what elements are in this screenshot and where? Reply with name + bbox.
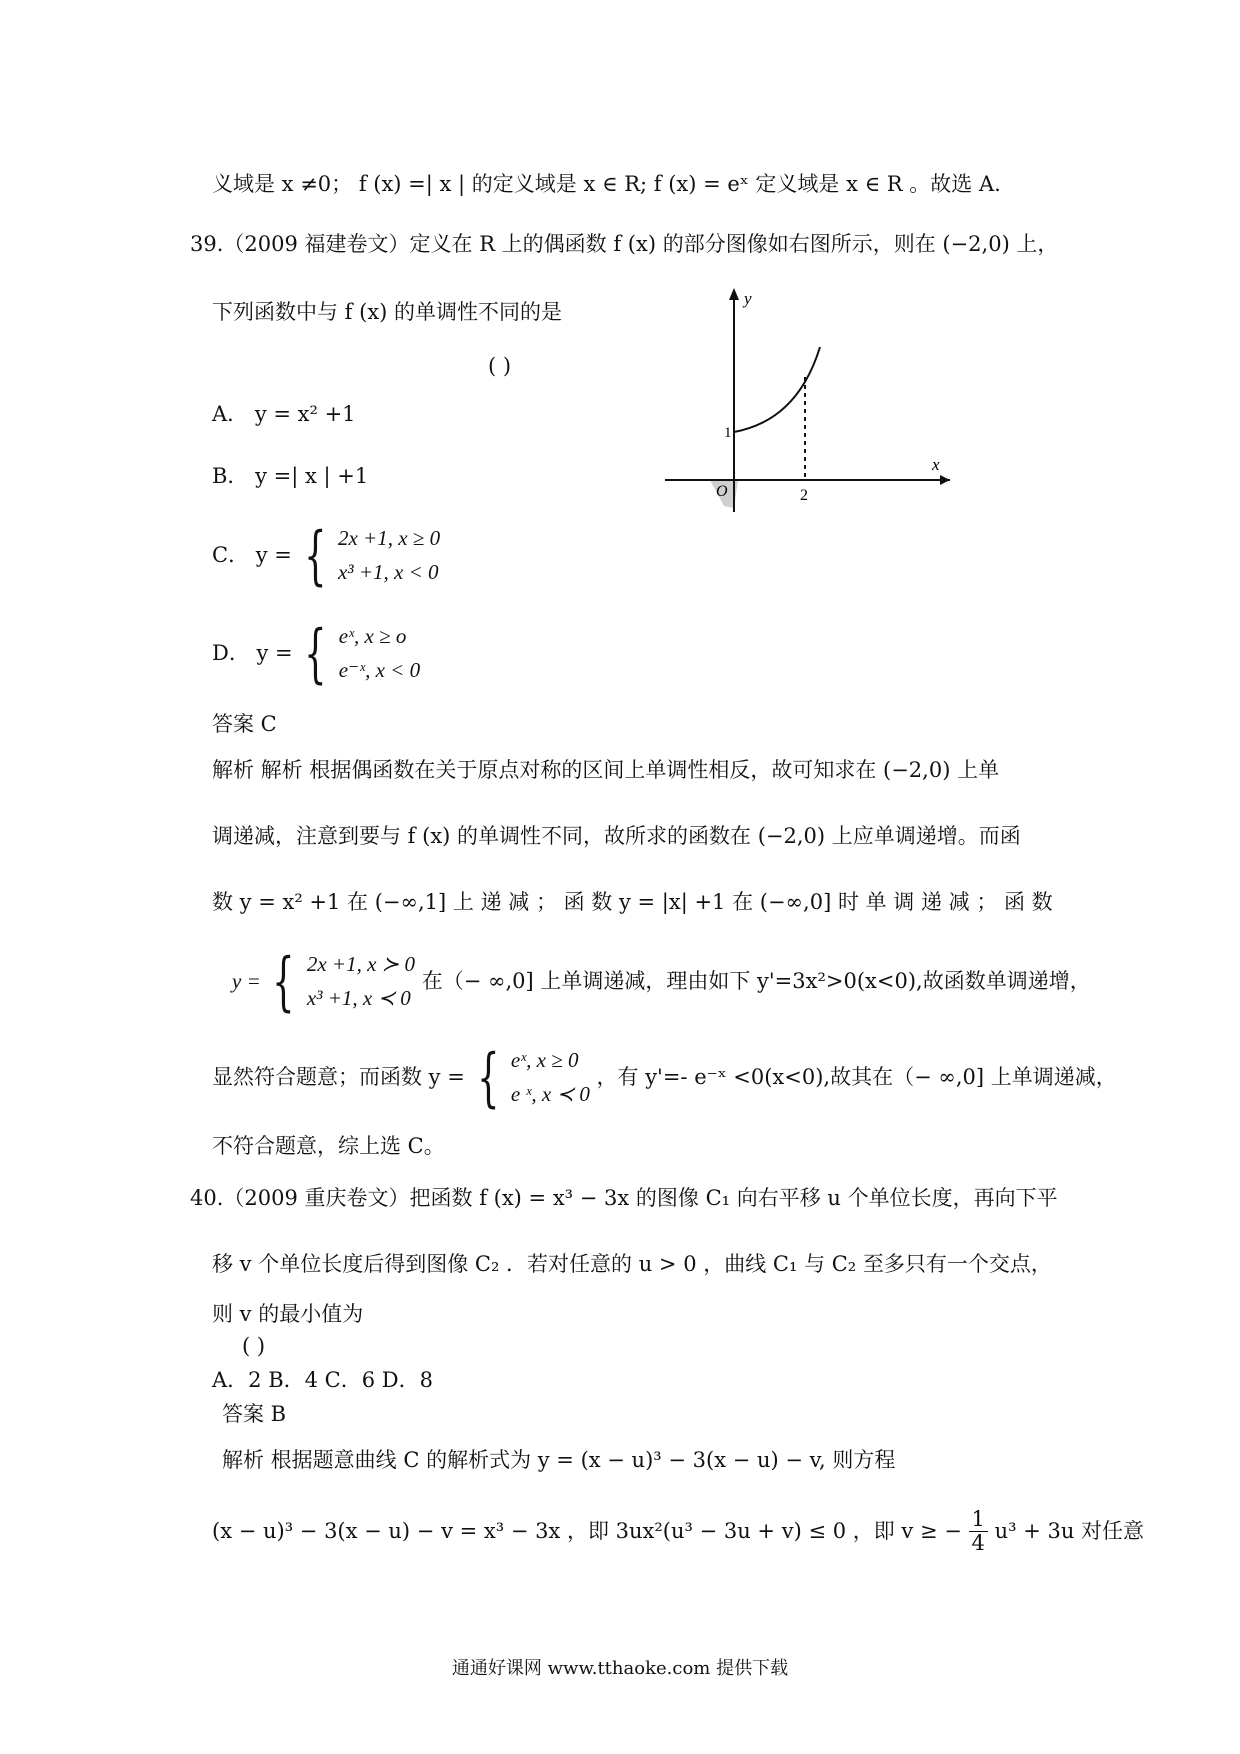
explanation-39-line-1: 解析 解析 根据偶函数在关于原点对称的区间上单调性相反，故可知求在 (−2,0) 上单 xyxy=(212,758,1000,782)
option-c-label: C． y = xyxy=(212,543,292,567)
function-curve xyxy=(734,347,820,432)
option-d-case-2: e⁻ˣ, x < 0 xyxy=(338,657,421,682)
explanation-39-line-5-brace: { xyxy=(476,1040,500,1115)
question-39-answer-paren: ( ) xyxy=(488,354,512,378)
question-39-line-2: 下列函数中与 f (x) 的单调性不同的是 xyxy=(212,300,563,324)
answer-39: 答案 C xyxy=(212,712,277,736)
option-b: B． y =| x | +1 xyxy=(212,464,369,488)
question-39-line-1: 39.（2009 福建卷文）定义在 R 上的偶函数 f (x) 的部分图像如右图所示，则在 (−2,0) 上， xyxy=(190,232,1059,256)
question-40-answer-paren: ( ) xyxy=(242,1334,266,1358)
option-c-cases xyxy=(338,522,440,589)
y-axis-label: y xyxy=(744,289,752,308)
explanation-40-line-2-tail: u³ + 3u 对任意 xyxy=(994,1519,1145,1543)
x-axis-label: x xyxy=(932,455,940,474)
explanation-39-line-5-case-2: e ˣ, x ≺ 0 xyxy=(510,1081,590,1106)
fraction-numerator: 1 xyxy=(969,1508,988,1532)
explanation-39-line-4-case-2: x³ +1, x ≺ 0 xyxy=(306,985,411,1010)
explanation-39-line-4-brace: { xyxy=(272,944,295,1019)
explanation-39-line-6: 不符合题意，综上选 C。 xyxy=(212,1134,445,1158)
explanation-39-line-4-case-1: 2x +1, x ≻ 0 xyxy=(306,952,416,976)
explanation-39-line-4-tail: 在（− ∞,0] 上单调递减，理由如下 y'=3x²>0(x<0),故函数单调递增， xyxy=(421,969,1091,993)
option-c-case-2: x³ +1, x < 0 xyxy=(337,559,439,584)
explanation-39-line-5-case-1: eˣ, x ≥ 0 xyxy=(510,1048,579,1072)
y-tick-label: 1 xyxy=(724,425,732,441)
explanation-40-line-2 xyxy=(212,1508,1144,1555)
explanation-39-line-5-cases xyxy=(511,1044,590,1111)
explanation-39-line-2: 调递减，注意到要与 f (x) 的单调性不同，故所求的函数在 (−2,0) 上应单调递增。而函 xyxy=(212,824,1021,848)
answer-40: 答案 B xyxy=(222,1402,287,1426)
question-40-line-3: 则 v 的最小值为 xyxy=(212,1302,364,1326)
x-axis-arrow xyxy=(940,475,950,485)
explanation-39-line-5-head: 显然符合题意；而函数 y = xyxy=(212,1065,465,1089)
x-tick-label: 2 xyxy=(800,487,808,504)
option-d xyxy=(212,616,421,691)
question-40-line-2: 移 v 个单位长度后得到图像 C₂ ．若对任意的 u > 0 ，曲线 C₁ 与 C₂ 至多只有一个交点， xyxy=(212,1252,1052,1276)
option-d-label: D． y = xyxy=(212,641,293,665)
option-d-case-1: eˣ, x ≥ o xyxy=(338,624,407,648)
page-footer: 通通好课网 www.tthaoke.com 提供下载 xyxy=(451,1658,789,1679)
fraction-one-quarter xyxy=(969,1508,988,1555)
option-c xyxy=(212,518,441,593)
option-d-brace: { xyxy=(304,616,327,691)
explanation-40-line-1: 解析 根据题意曲线 C 的解析式为 y = (x − u)³ − 3(x − u) − v, 则方程 xyxy=(222,1448,896,1472)
function-graph xyxy=(650,282,960,562)
origin-label: O xyxy=(716,483,728,500)
text-line-domain: 义域是 x ≠0； f (x) =| x | 的定义域是 x ∈ R; f (x) = eˣ 定义域是 x ∈ R 。故选 A. xyxy=(212,172,1001,196)
option-c-case-1: 2x +1, x ≥ 0 xyxy=(337,526,441,550)
explanation-39-line-4 xyxy=(232,944,1091,1019)
explanation-39-line-5 xyxy=(212,1040,1117,1115)
option-d-cases xyxy=(339,620,420,687)
explanation-39-line-4-label: y = xyxy=(232,969,261,993)
explanation-39-line-5-tail: ，有 y'=- e⁻ˣ <0(x<0),故其在（− ∞,0] 上单调递减， xyxy=(596,1065,1117,1089)
option-a: A． y = x² +1 xyxy=(212,402,356,426)
explanation-39-line-4-cases xyxy=(307,948,415,1015)
explanation-39-line-3: 数 y = x² +1 在 (−∞,1] 上 递 减 ； 函 数 y = |x| +1 在 (−∞,0] 时 单 调 递 减 ； 函 数 xyxy=(212,890,1053,914)
fraction-denominator: 4 xyxy=(971,1531,985,1556)
question-40-line-1: 40.（2009 重庆卷文）把函数 f (x) = x³ − 3x 的图像 C₁ 向右平移 u 个单位长度，再向下平 xyxy=(190,1186,1058,1210)
y-axis-arrow xyxy=(729,288,739,300)
question-40-options: A．2 B．4 C．6 D．8 xyxy=(212,1368,433,1392)
explanation-40-line-2-head: (x − u)³ − 3(x − u) − v = x³ − 3x ，即 3ux²(u³ − 3u + v) ≤ 0 ，即 v ≥ − xyxy=(212,1519,962,1543)
option-c-brace: { xyxy=(303,518,327,593)
